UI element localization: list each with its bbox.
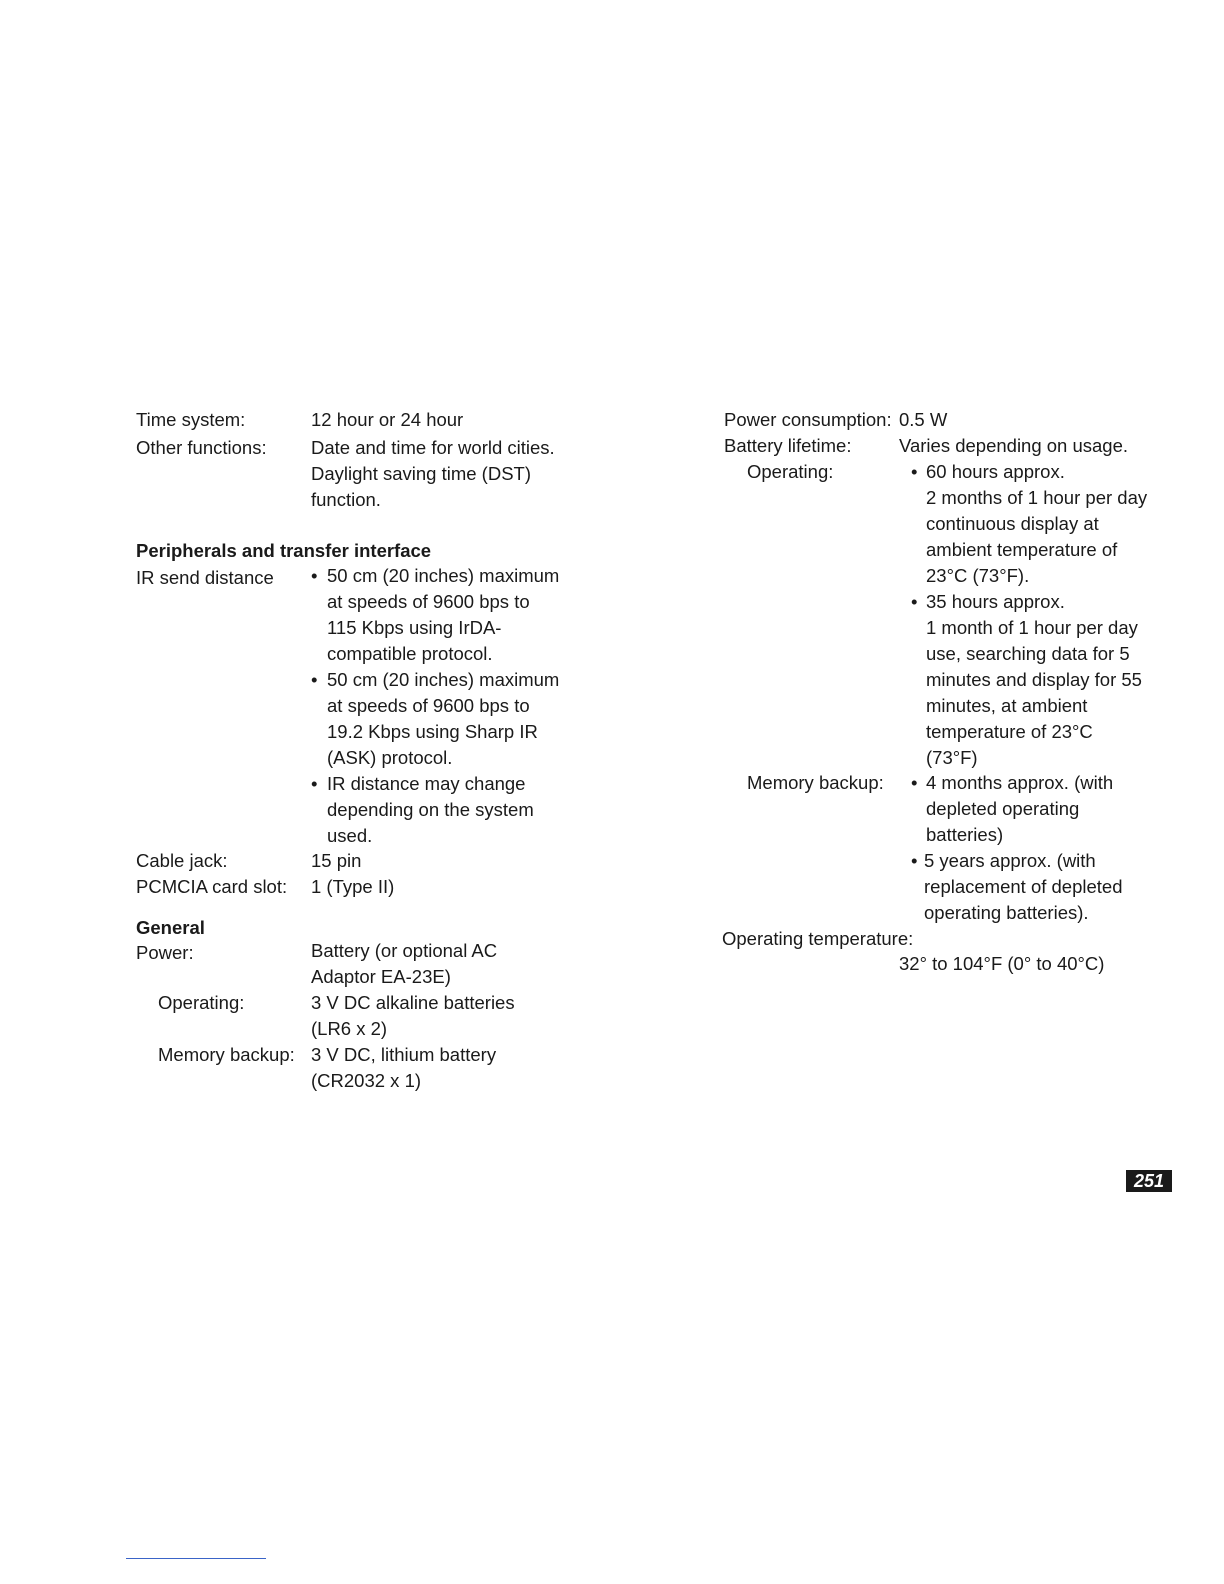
memory-backup-bullet-line: operating batteries). <box>924 902 1089 923</box>
ir-bullet-line: compatible protocol. <box>327 643 493 664</box>
other-functions-line: function. <box>311 489 381 510</box>
power-memory-backup-line: 3 V DC, lithium battery <box>311 1044 497 1065</box>
pcmcia-slot-value: 1 (Type II) <box>311 876 395 897</box>
operating-bullet-line: use, searching data for 5 <box>926 643 1130 664</box>
other-functions-label: Other functions: <box>136 437 267 458</box>
other-functions-line: Daylight saving time (DST) <box>311 463 532 484</box>
page-number-badge: 251 <box>1126 1170 1172 1192</box>
operating-bullet-line: 23°C (73°F). <box>926 565 1030 586</box>
operating-temperature-value: 32° to 104°F (0° to 40°C) <box>899 953 1105 974</box>
other-functions-line: Date and time for world cities. <box>311 437 555 458</box>
ir-bullet-line: depending on the system <box>327 799 534 820</box>
memory-backup-bullet-line: 4 months approx. (with <box>926 772 1114 793</box>
operating-bullet-line: continuous display at <box>926 513 1099 534</box>
operating-bullet-line: (73°F) <box>926 747 978 768</box>
operating-bullet-line: minutes, at ambient <box>926 695 1088 716</box>
ir-bullet-line: 19.2 Kbps using Sharp IR <box>327 721 538 742</box>
power-consumption-label: Power consumption: <box>724 409 892 430</box>
memory-backup-bullet-line: replacement of depleted <box>924 876 1123 897</box>
memory-backup-bullet-line: batteries) <box>926 824 1004 845</box>
ir-bullet-line: at speeds of 9600 bps to <box>327 695 530 716</box>
footer-rule <box>126 1558 266 1559</box>
power-memory-backup-label: Memory backup: <box>158 1044 295 1065</box>
ir-bullet-line: used. <box>327 825 373 846</box>
power-line: Battery (or optional AC <box>311 940 498 961</box>
bullet-marker: • <box>911 591 918 612</box>
bullet-marker: • <box>911 850 918 871</box>
battery-lifetime-label: Battery lifetime: <box>724 435 852 456</box>
memory-backup-label: Memory backup: <box>747 772 884 793</box>
cable-jack-label: Cable jack: <box>136 850 228 871</box>
power-line: Adaptor EA-23E) <box>311 966 451 987</box>
operating-bullet-line: minutes and display for 55 <box>926 669 1142 690</box>
memory-backup-bullet-line: 5 years approx. (with <box>924 850 1096 871</box>
battery-lifetime-value: Varies depending on usage. <box>899 435 1129 456</box>
bullet-marker: • <box>911 772 918 793</box>
ir-bullet-line: at speeds of 9600 bps to <box>327 591 530 612</box>
pcmcia-slot-label: PCMCIA card slot: <box>136 876 288 897</box>
time-system-label: Time system: <box>136 409 246 430</box>
power-consumption-value: 0.5 W <box>899 409 948 430</box>
power-label: Power: <box>136 942 194 963</box>
ir-send-distance-label: IR send distance <box>136 567 274 588</box>
ir-bullet-line: 50 cm (20 inches) maximum <box>327 565 560 586</box>
operating-label: Operating: <box>747 461 834 482</box>
bullet-marker: • <box>311 773 318 794</box>
ir-bullet-line: IR distance may change <box>327 773 526 794</box>
ir-bullet-line: 115 Kbps using IrDA- <box>327 617 502 638</box>
bullet-marker: • <box>311 669 318 690</box>
power-operating-label: Operating: <box>158 992 245 1013</box>
bullet-marker: • <box>311 565 318 586</box>
operating-temperature-label: Operating temperature: <box>722 928 914 949</box>
operating-bullet-line: 35 hours approx. <box>926 591 1065 612</box>
power-memory-backup-line: (CR2032 x 1) <box>311 1070 422 1091</box>
ir-bullet-line: 50 cm (20 inches) maximum <box>327 669 560 690</box>
peripherals-heading: Peripherals and transfer interface <box>136 540 432 561</box>
operating-bullet-line: 60 hours approx. <box>926 461 1065 482</box>
ir-bullet-line: (ASK) protocol. <box>327 747 453 768</box>
operating-bullet-line: 2 months of 1 hour per day <box>926 487 1148 508</box>
time-system-value: 12 hour or 24 hour <box>311 409 464 430</box>
power-operating-line: (LR6 x 2) <box>311 1018 388 1039</box>
cable-jack-value: 15 pin <box>311 850 362 871</box>
memory-backup-bullet-line: depleted operating <box>926 798 1080 819</box>
bullet-marker: • <box>911 461 918 482</box>
operating-bullet-line: temperature of 23°C <box>926 721 1093 742</box>
power-operating-line: 3 V DC alkaline batteries <box>311 992 515 1013</box>
general-heading: General <box>136 917 205 938</box>
operating-bullet-line: ambient temperature of <box>926 539 1118 560</box>
operating-bullet-line: 1 month of 1 hour per day <box>926 617 1138 638</box>
